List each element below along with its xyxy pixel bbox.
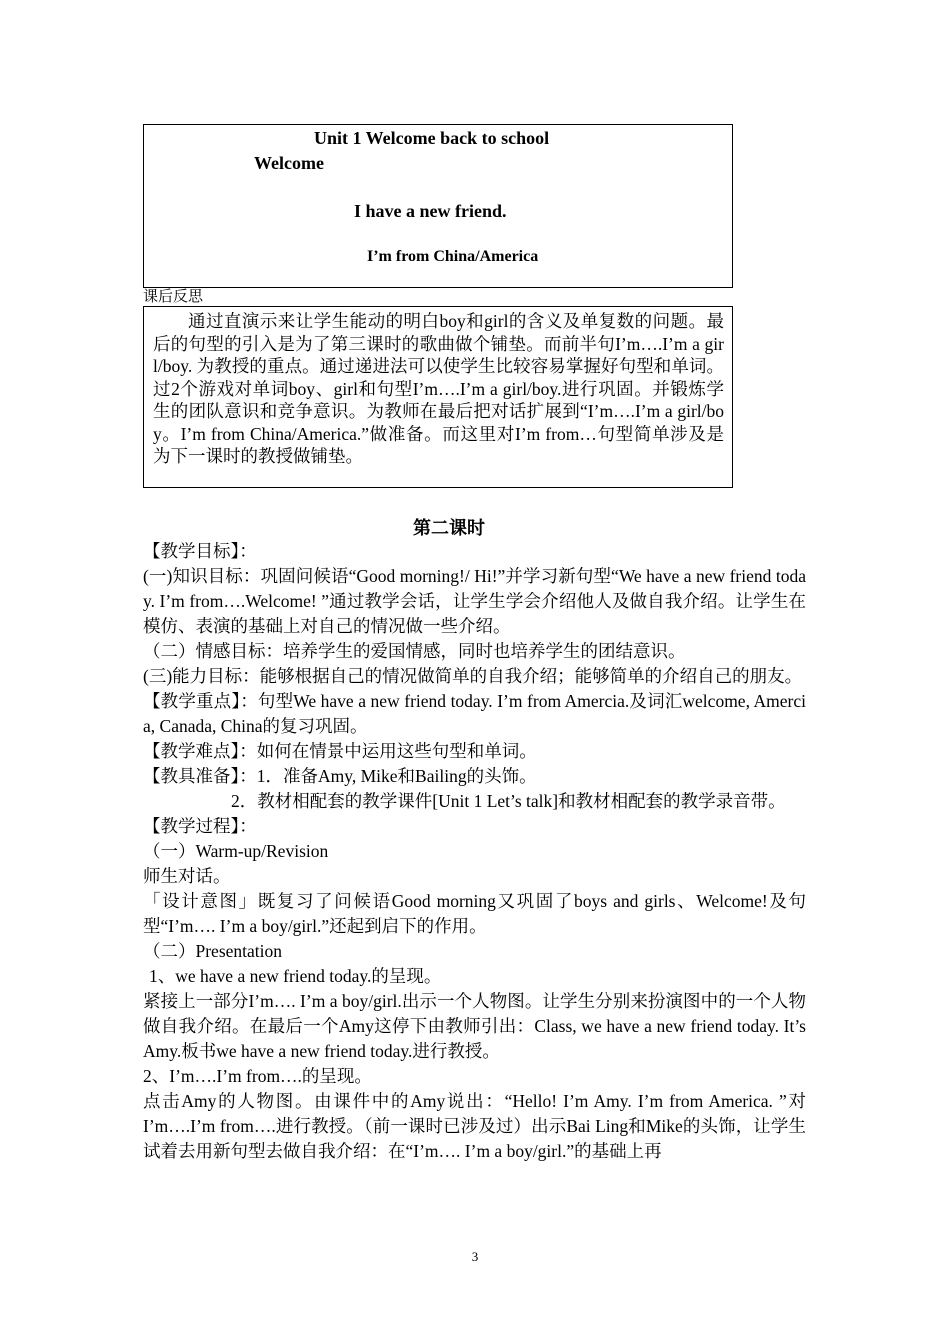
welcome-line: Welcome bbox=[254, 153, 324, 173]
step2-title: 2、I’m….I’m from….的呈现。 bbox=[143, 1066, 372, 1086]
page-number: 3 bbox=[471, 1249, 479, 1264]
goal-knowledge: (一)知识目标：巩固问候语“Good morning!/ Hi!”并学习新句型“We have a new friend today. I’m from….Welcome! ”通过教学会话，让学生学会介绍他人及做自我介绍。让学生在模仿、表演的基础上对自己的情况做一些介绍。 bbox=[143, 566, 806, 636]
lesson-body bbox=[143, 539, 806, 1164]
lesson-heading: 第二课时 bbox=[413, 518, 485, 538]
dialog-text: 师生对话。 bbox=[143, 866, 231, 886]
key-point: 【教学重点】：句型We have a new friend today. I’m from Amercia.及词汇welcome, Amercia, Canada, China的复习巩固。 bbox=[143, 691, 806, 736]
unit-title-box bbox=[143, 124, 733, 288]
reflection-label: 课后反思 bbox=[143, 289, 204, 305]
step1-text: 紧接上一部分I’m…. I’m a boy/girl.出示一个人物图。让学生分别来扮演图中的一个人物做自我介绍。在最后一个Amy这停下由教师引出：Class, we have a new friend today. It’s Amy.板书we have a new friend today.进行教授。 bbox=[143, 991, 806, 1061]
step2-text: 点击Amy的人物图。由课件中的Amy说出：“Hello! I’m Amy. I’m from America. ”对I’m….I’m from….进行教授。（前一课时已涉及过）出示Bai Ling和Mike的头饰，让学生试着去用新句型去做自我介绍：在“I’m…. I’m a boy/girl.”的基础上再 bbox=[143, 1091, 806, 1161]
unit-title: Unit 1 Welcome back to school bbox=[314, 128, 550, 148]
step1-title: 1、we have a new friend today.的呈现。 bbox=[149, 966, 442, 986]
design-intent: 「设计意图」既复习了问候语Good morning又巩固了boys and girls、Welcome!及句型“I’m…. I’m a boy/girl.”还起到启下的作用。 bbox=[143, 891, 806, 936]
reflection-text: 通过直演示来让学生能动的明白boy和girl的含义及单复数的问题。最后的句型的引入是为了第三课时的歌曲做个铺垫。而前半句I’m….I’m a girl/boy. 为教授的重点。通过递进法可以使学生比较容易掌握好句型和单词。过2个游戏对单词boy、girl和句型I’m….I’m a girl/boy.进行巩固。并锻炼学生的团队意识和竞争意识。为教师在最后把对话扩展到“I’m….I’m a girl/boy。I’m from China/America.”做准备。而这里对I’m from…句型简单涉及是为下一课时的教授做铺垫。 bbox=[153, 311, 724, 466]
new-friend-line: I have a new friend. bbox=[354, 201, 507, 221]
reflection-box bbox=[143, 306, 733, 488]
goals-label: 【教学目标】： bbox=[143, 541, 257, 561]
presentation-heading: （二）Presentation bbox=[143, 941, 283, 961]
from-china-line: I’m from China/America bbox=[367, 248, 539, 265]
process-label: 【教学过程】： bbox=[143, 816, 257, 836]
prep-item-2: 2．教材相配套的教学课件[Unit 1 Let’s talk]和教材相配套的教学录音带。 bbox=[231, 791, 786, 811]
goal-emotion: （二）情感目标：培养学生的爱国情感，同时也培养学生的团结意识。 bbox=[143, 641, 686, 661]
difficulty: 【教学难点】：如何在情景中运用这些句型和单词。 bbox=[143, 741, 537, 761]
goal-ability: (三)能力目标：能够根据自己的情况做简单的自我介绍；能够简单的介绍自己的朋友。 bbox=[143, 666, 803, 686]
prep-item-1: 【教具准备】：1．准备Amy, Mike和Bailing的头饰。 bbox=[143, 766, 537, 786]
warmup-heading: （一）Warm-up/Revision bbox=[143, 841, 329, 861]
